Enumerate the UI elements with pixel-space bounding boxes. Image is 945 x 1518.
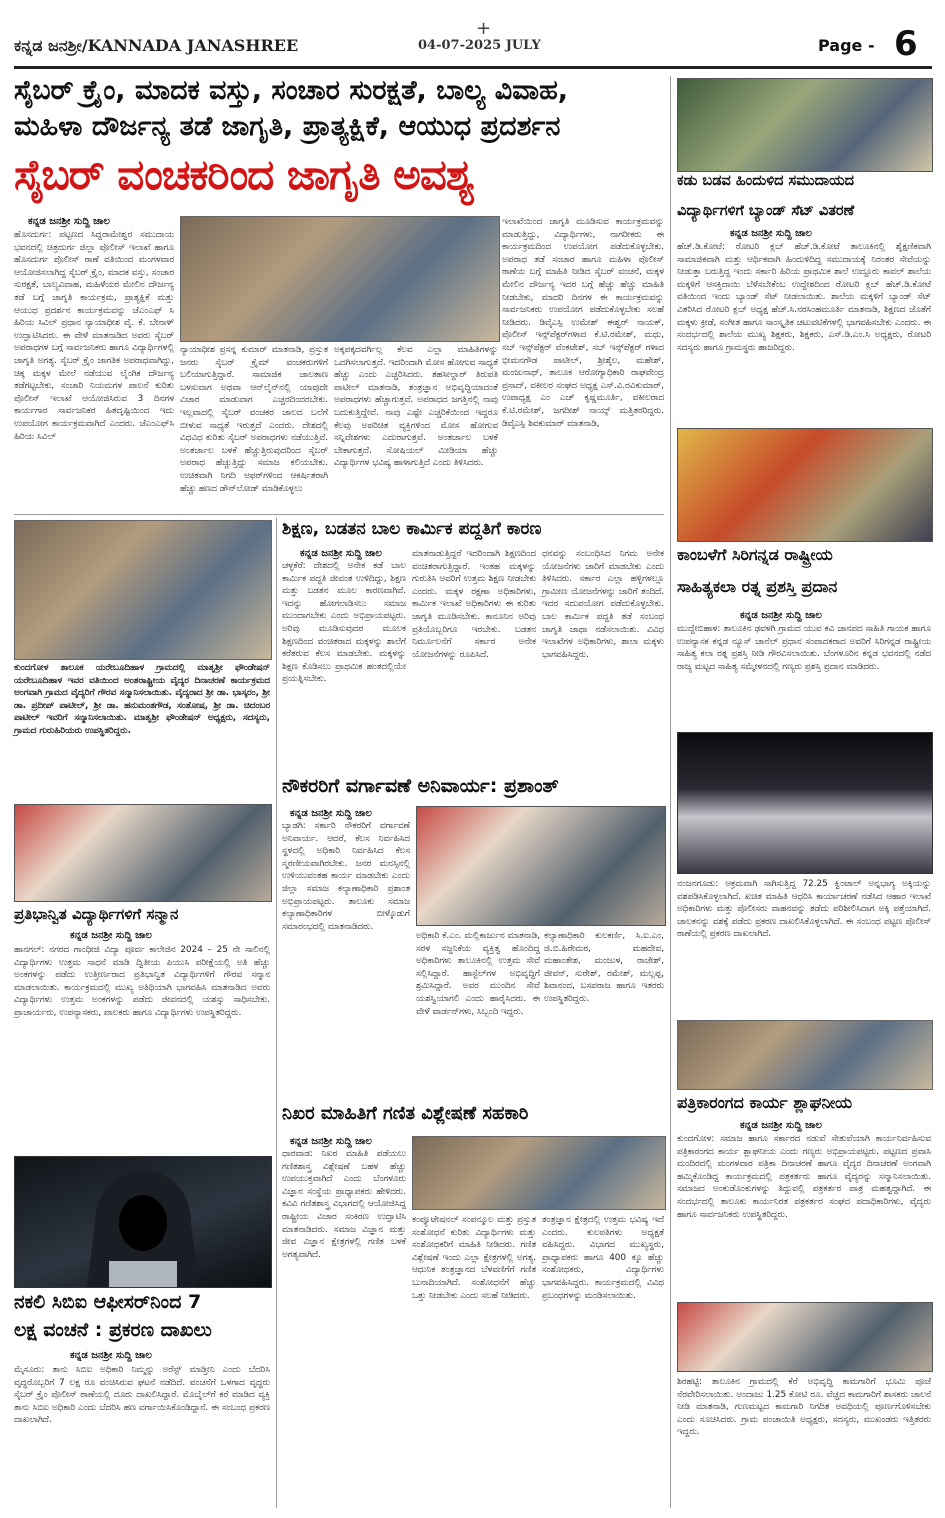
mid3-body: ಮೈಸೂರು: ತಾನು ಸಿಬಿಐ ಅಧಿಕಾರಿ ನಿಮ್ಮನ್ನು ಅರೆಸ್ಟ್ ಮಾಡ್ತೀನಿ ಎಂದು ಬೆದರಿಸಿ ವೃದ್ಧರೊಬ್ಬರಿಗೆ 7 ಲಕ್ಷ ರೂ ವಂಚಿಸಿರುವ ಘಟನೆ ನಡೆದಿದೆ. ವಂಚನೆಗೆ ಒಳಗಾದ ವೃದ್ಧರು ಸೈಬರ್ ಕ್ರೈಂ ಪೊಲೀಸ್ ಠಾಣೆಯಲ್ಲಿ ದೂರು ದಾಖಲಿಸಿದ್ದಾರೆ. ಮೊಬೈಲ್‌ಗೆ ಕರೆ ಮಾಡಿದ ವ್ಯಕ್ತಿ ತಾನು ಸಿಬಿಐ ಅಧಿಕಾರಿ ಎಂದು ಬೆದರಿಸಿ ಹಣ ವರ್ಗಾಯಿಸಿಕೊಂಡಿದ್ದಾನೆ. ಈ ಸಂಬಂಧ ಪ್ರಕರಣ ದಾಖಲಾಗಿದೆ. <box>14 1365 270 1426</box>
story2-column-2: ಮಾತನಾಡುತ್ತಿದ್ದರೆ ಇದರಿಂದಾಗಿ ಶಿಕ್ಷಣದಿಂದ ವಂಚಿತರಾಗುತ್ತಿದ್ದಾರೆ. ಇಂತಹ ಮಕ್ಕಳನ್ನು ಗುರುತಿಸಿ ಅವರಿಗೆ ಉತ್ತಮ ಶಿಕ್ಷಣ ನೀಡಬೇಕು ಎಂದರು. ಮಕ್ಕಳ ರಕ್ಷಣಾ ಅಧಿಕಾರಿಗಳು, ಕಾರ್ಮಿಕ ಇಲಾಖೆ ಅಧಿಕಾರಿಗಳು ಈ ಕುರಿತು ಜಾಗೃತಿ ಮೂಡಿಸಬೇಕು. ಕಾನೂನಿನ ಅರಿವು ಪ್ರತಿಯೊಬ್ಬರಿಗೂ ಇರಬೇಕು. ಬಡತನ ನಿರ್ಮೂಲನೆಗೆ ಸರ್ಕಾರ ಅನೇಕ ಯೋಜನೆಗಳನ್ನು ರೂಪಿಸಿದೆ. <box>412 549 536 660</box>
mid-photo-students-felicitation <box>14 804 272 902</box>
mid3-headline-line2: ಲಕ್ಷ ವಂಚನೆ : ಪ್ರಕರಣ ದಾಖಲು <box>14 1319 212 1341</box>
page-number: 6 <box>894 24 918 64</box>
story3-column-1: ಬ್ಯಾಡಗಿ: ಸರ್ಕಾರಿ ನೌಕರರಿಗೆ ವರ್ಗಾವಣೆ ಅನಿವಾರ್ಯ. ಆದರೆ, ಕೆಲಸ ನಿರ್ವಹಿಸಿದ ಸ್ಥಳದಲ್ಲಿ ಅಧಿಕಾರಿ ನಿರ್ವಹಿಸಿದ ಕೆಲಸ ಸ್ಮರಣೀಯವಾಗಿರಬೇಕು. ಜನರ ಮನಸ್ಸಿನಲ್ಲಿ ಉಳಿಯುವಂತಹ ಕಾರ್ಯ ಮಾಡಬೇಕು ಎಂದು ಜಿಲ್ಲಾ ಸಮಾಜ ಕಲ್ಯಾಣಾಧಿಕಾರಿ ಪ್ರಶಾಂತ ಅಭಿಪ್ರಾಯಪಟ್ಟರು. ತಾಲೂಕು ಸಮಾಜ ಕಲ್ಯಾಣಾಧಿಕಾರಿಗಳ ಬೀಳ್ಕೊಡುಗೆ ಸಮಾರಂಭದಲ್ಲಿ ಮಾತನಾಡಿದರು. <box>282 821 410 932</box>
story3-column-3: ಕಲ್ಯಾಣಾಧಿಕಾರಿ ಕುಲಕರ್ಣಿ, ಸಿ.ಐ.ಎಂ, ಜಿ.ಬಿ.ಹಿರೇಮಠ, ಮಹದೇವ, ಮಹಾಂತೇಶ, ಮಂಜುಳ, ರಾಜೇಶ್, ಜೀವನ್, ಸುರೇಶ್, ರಮೇಶ್, ಮಲ್ಲಪ್ಪ, ಶಿವಾನಂದ, ಬಸವರಾಜ ಹಾಗೂ ಇತರರು ಉಪಸ್ಥಿತರಿದ್ದರು. <box>544 931 664 1004</box>
right-photo-students-band-set <box>677 78 933 172</box>
story4-headline: ನಿಖರ ಮಾಹಿತಿಗೆ ಗಣಿತ ವಿಶ್ಲೇಷಣೆ ಸಹಕಾರಿ <box>282 1103 529 1124</box>
lead-byline: ಕನ್ನಡ ಜನಶ್ರೀ ಸುದ್ದಿ ಜಾಲ <box>28 216 110 227</box>
right4-body: ಕುಂದಗೋಳ: ಸಮಾಜ ಹಾಗೂ ಸರ್ಕಾರದ ನಡುವೆ ಸೇತುವೆಯಾಗಿ ಕಾರ್ಯನಿರ್ವಹಿಸುವ ಪತ್ರಿಕಾರಂಗದ ಕಾರ್ಯ ಶ್ಲಾಘನೀಯ ಎಂದು ಗಣ್ಯರು ಅಭಿಪ್ರಾಯಪಟ್ಟರು. ಪಟ್ಟಣದ ಪ್ರವಾಸಿ ಮಂದಿರದಲ್ಲಿ ಮಂಗಳವಾರ ಪತ್ರಿಕಾ ದಿನಾಚರಣೆ ಹಾಗೂ ವೈದ್ಯರ ದಿನಾಚರಣೆ ಅಂಗವಾಗಿ ಹಮ್ಮಿಕೊಂಡಿದ್ದ ಕಾರ್ಯಕ್ರಮದಲ್ಲಿ ಪತ್ರಕರ್ತರು ಹಾಗೂ ವೈದ್ಯರನ್ನು ಸನ್ಮಾನಿಸಲಾಯಿತು. ಸಮಾಜದ ಅಂಕುಡೊಂಕುಗಳನ್ನು ತಿದ್ದುವಲ್ಲಿ ಪತ್ರಕರ್ತರ ಪಾತ್ರ ಮಹತ್ವದ್ದಾಗಿದೆ. ಈ ಸಂದರ್ಭದಲ್ಲಿ ತಾಲೂಕು ಕಾರ್ಯನಿರತ ಪತ್ರಕರ್ತರ ಸಂಘದ ಪದಾಧಿಕಾರಿಗಳು, ವೈದ್ಯರು ಹಾಗೂ ಸಾರ್ವಜನಿಕರು ಉಪಸ್ಥಿತರಿದ್ದರು. <box>677 1134 931 1220</box>
mid2-byline: ಕನ್ನಡ ಜನಶ್ರೀ ಸುದ್ದಿ ಜಾಲ <box>70 930 152 941</box>
story4-column-1: ಧಾರವಾಡ: ನಿಖರ ಮಾಹಿತಿ ಪಡೆಯಲು ಗಣಿತಶಾಸ್ತ್ರ ವಿಶ್ಲೇಷಣೆ ಬಹಳ ಹೆಚ್ಚು ಉಪಯುಕ್ತವಾಗಿದೆ ಎಂದು ಬೆಂಗಳೂರು ವಿಜ್ಞಾನ ಸಂಸ್ಥೆಯ ಪ್ರಾಧ್ಯಾಪಕರು ಹೇಳಿದರು. ಕವಿವಿ ಗಣಿತಶಾಸ್ತ್ರ ವಿಭಾಗದಲ್ಲಿ ಆಯೋಜಿಸಿದ್ದ ರಾಷ್ಟ್ರೀಯ ವಿಚಾರ ಸಂಕಿರಣ ಉದ್ಘಾಟಿಸಿ ಮಾತನಾಡಿದರು. ಸಮಾಜ ವಿಜ್ಞಾನ ಮತ್ತು ಜೀವ ವಿಜ್ಞಾನ ಕ್ಷೇತ್ರಗಳಲ್ಲಿ ಗಣಿತ ಬಳಕೆ ಅಗತ್ಯವಾಗಿದೆ. <box>282 1149 406 1260</box>
right2-headline-line2: ಸಾಹಿತ್ಯಕಲಾ ರತ್ನ ಪ್ರಶಸ್ತಿ ಪ್ರದಾನ <box>677 577 838 596</box>
lead-column-2: ನ್ಯಾಯಾಧೀಶ ಪ್ರಸನ್ನ ಕುಮಾರ್ ಮಾತನಾಡಿ, ಪ್ರಸ್ತುತ ಜನರು ಸೈಬರ್ ಕ್ರೈಮ್ ವಂಚಕರುಗಳಿಗೆ ಬಲಿಯಾಗುತ್ತಿದ್ದಾರೆ. ಸಾಮಾಜಿಕ ಜಾಲತಾಣ ಬಳಸುವಾಗ ಅಥವಾ ಆನ್‌ಲೈನ್‌ನಲ್ಲಿ ಯಾವುದೇ ವಿಚಾರ ಮಾಡುವಾಗ ಎಚ್ಚರದಿಂದರಬೇಕು. ಇಲ್ಲವಾದಲ್ಲಿ ಸೈಬರ್ ವಂಚಕರ ಜಾಲದ ಬಲೆಗೆ ಬೀಳುವ ಸಾಧ್ಯತೆ ಇರುತ್ತದೆ ಎಂದರು. ದೇಶದಲ್ಲಿ ವಿಧವಿಧ ಕುರಿತು ಸೈಬರ್ ಅಪರಾಧಗಳು ನಡೆಯುತ್ತಿವೆ. ಅಂತರ್ಜಾಲ ಬಳಕೆ ಹೆಚ್ಚುತ್ತಿರುವುದರಿಂದ ಸೈಬರ್ ಅಪರಾಧ ಹೆಚ್ಚುತ್ತಿದ್ದು ಸಮಾಜ ಕಲಿಯಬೇಕು. ಉಚಿತವಾಗಿ ನಿಗದಿ ಆಫರ್‌ಗಳಿಂದ ಆಕರ್ಷಿತರಾಗಿ ಹೆಚ್ಚು ಹಣದ ಡೌನ್‌ಲೋಡ್ ಮಾಡಿಕೊಳ್ಳಲು <box>180 345 328 494</box>
story2-column-3: ಧನವನ್ನು ಸಂಬಂಧಿಸಿದ ನಿಗಮ ಅನೇಕ ಯೋಜನೆಗಳು ಜಾರಿಗೆ ಮಾಡಬೇಕು ಎಂದು ತಿಳಿಸಿದರು. ಸರ್ಕಾರ ಎಲ್ಲಾ ಹಳ್ಳಿಗಳಲ್ಲೂ ಗ್ರಾಮೀಣ ಯೋಜನೆಗಳನ್ನು ಜಾರಿಗೆ ತಂದಿದೆ. ಇದರ ಸದುಪಯೋಗ ಪಡೆದುಕೊಳ್ಳಬೇಕು. ಬಾಲ ಕಾರ್ಮಿಕ ಪದ್ಧತಿ ತಡೆ ಸಂಬಂಧ ಜಾಗೃತಿ ಜಾಥಾ ನಡೆಸಲಾಯಿತು. ವಿವಿಧ ಇಲಾಖೆಗಳ ಅಧಿಕಾರಿಗಳು, ಶಾಲಾ ಮಕ್ಕಳು ಭಾಗವಹಿಸಿದ್ದರು. <box>542 549 664 660</box>
right1-byline: ಕನ್ನಡ ಜನಶ್ರೀ ಸುದ್ದಿ ಜಾಲ <box>730 228 812 239</box>
story4-photo-seminar <box>412 1136 666 1210</box>
right2-headline-line1: ಕಾಂಬಳೆಗೆ ಸಿರಿಗನ್ನಡ ರಾಷ್ಟ್ರೀಯ <box>677 545 833 564</box>
masthead <box>0 0 945 70</box>
mid-photo-doctors-day <box>14 520 272 660</box>
right1-body: ಹೆಚ್.ಡಿ.ಕೋಟೆ: ರೋಟರಿ ಕ್ಲಬ್ ಹೆಚ್.ಡಿ.ಕೋಟೆ ತಾಲೂಕಿನಲ್ಲಿ ಶೈಕ್ಷಣಿಕವಾಗಿ ಸಾಮಾಜಿಕವಾಗಿ ಮತ್ತು ಆರ್ಥಿಕವಾಗಿ ಹಿಂದುಳಿದಿದ್ದ ಸಮುದಾಯಕ್ಕೆ ನಿರಂತರ ಸೇವೆಯನ್ನು ನೀಡುತ್ತಾ ಬರುತ್ತಿದ್ದ ಇಂದು ಸರ್ಕಾರಿ ಹಿರಿಯ ಪ್ರಾಥಮಿಕ ಶಾಲೆ ಉದ್ದೂರು ಕಾವಲ್ ಶಾಲೆಯ ಮಕ್ಕಳಿಗೆ ಆಸಕ್ತಿದಾಯಿ ಬೆಳೆಸಬೇಕೆಂಬ ಉದ್ದೇಶದಿಂದ ರೋಟರಿ ಕ್ಲಬ್ ಹೆಚ್.ಡಿ.ಕೋಟೆ ವತಿಯಿಂದ ಇಂದು ಬ್ಯಾಂಡ್ ಸೆಟ್ ನೀಡಲಾಯಿತು. ಶಾಲೆಯ ಮಕ್ಕಳಿಗೆ ಬ್ಯಾಂಡ್ ಸೆಟ್ ವಿತರಿಸಿದ ರೋಟರಿ ಕ್ಲಬ್ ಅಧ್ಯಕ್ಷ ಹೆಚ್.ಸಿ.ನರಸಿಂಹಮೂರ್ತಿ ಮಾತನಾಡಿ, ಶಿಕ್ಷಣದ ಜೊತೆಗೆ ಮಕ್ಕಳು ಕ್ರೀಡೆ, ಸಂಗೀತ ಹಾಗೂ ಸಾಂಸ್ಕೃತಿಕ ಚಟುವಟಿಕೆಗಳಲ್ಲಿ ಭಾಗವಹಿಸಬೇಕು ಎಂದರು. ಈ ಸಂದರ್ಭದಲ್ಲಿ ಶಾಲೆಯ ಮುಖ್ಯ ಶಿಕ್ಷಕರು, ಶಿಕ್ಷಕರು, ಎಸ್.ಡಿ.ಎಂ.ಸಿ ಅಧ್ಯಕ್ಷರು, ರೋಟರಿ ಸದಸ್ಯರು ಹಾಗೂ ಗ್ರಾಮಸ್ಥರು ಹಾಜರಿದ್ದರು. <box>677 242 931 353</box>
story4-byline: ಕನ್ನಡ ಜನಶ್ರೀ ಸುದ್ದಿ ಜಾಲ <box>290 1136 372 1147</box>
lead-column-1: ಹೊಸದುರ್ಗ: ಪಟ್ಟಣದ ಸಿದ್ದರಾಮೇಶ್ವರ ಸಮುದಾಯ ಭವನದಲ್ಲಿ ಚಿತ್ರದುರ್ಗ ಜಿಲ್ಲಾ ಪೊಲೀಸ್ ಇಲಾಖೆ ಹಾಗೂ ಹೊಸದುರ್ಗ ಪೊಲೀಸ್ ಠಾಣೆ ವತಿಯಿಂದ ಮಂಗಳವಾರ ಆಯೋಜಿಸಲಾಗಿದ್ದ ಸೈಬರ್ ಕ್ರೈಂ, ಮಾದಕ ವಸ್ತು, ಸಂಚಾರ ಸುರಕ್ಷತೆ, ಬಾಲ್ಯವಿವಾಹ, ಮಹಿಳೆಯರ ಮೇಲಿನ ದೌರ್ಜನ್ಯ ತಡೆ ಬಗ್ಗೆ ಜಾಗೃತಿ ಕಾರ್ಯಕ್ರಮ, ಪ್ರಾತ್ಯಕ್ಷಿಕೆ ಮತ್ತು ಆಯುಧ ಪ್ರದರ್ಶನ ಕಾರ್ಯಕ್ರಮವನ್ನು ಜೆಎಂಎಫ್ ಸಿ ಹಿರಿಯ ಸಿವಿಲ್ ಪ್ರಧಾನ ನ್ಯಾಯಾಧೀಶ ವೈ. ಕೆ. ಬೇನಾಳ್ ಉದ್ಘಾಟಿಸಿದರು. ಈ ವೇಳೆ ಮಾತನಾಡಿದ ಅವರು ಸೈಬರ್ ಅಪರಾಧಗಳ ಬಗ್ಗೆ ಸಾರ್ವಜನಿಕರು ಹಾಗೂ ವಿದ್ಯಾರ್ಥಿಗಳಲ್ಲಿ ಜಾಗೃತಿ ಅಗತ್ಯ. ಸೈಬರ್ ಕ್ರೈಂ ಜಾಗತಿಕ ಅಪರಾಧವಾಗಿದ್ದು, ಚಿಕ್ಕ ಮಕ್ಕಳ ಮೇಲೆ ನಡೆಯುವ ಲೈಂಗಿಕ ದೌರ್ಜನ್ಯ ತಡೆಗಟ್ಟಬೇಕು, ಸಂಚಾರಿ ನಿಯಮಗಳ ಪಾಲನೆ ಕುರಿತು ಪೊಲೀಸ್ ಇಲಾಖೆ ಆಯೋಜಿಸಿರುವ 3 ದಿನಗಳ ಕಾರ್ಯಗಾರ ಸಾರ್ವಜನಿಕರ ಹಿತದೃಷ್ಟಿಯಿಂದ ಇದು ಉಪಯೋಗ ಕಾರ್ಯಕ್ರಮವಾಗಿದೆ ಎಂದರು. ಜೆಎಂಎಫ್‌ಸಿ ಹಿರಿಯ ಸಿವಿಲ್ <box>14 230 174 442</box>
mid3-headline-line1: ನಕಲಿ ಸಿಬಿಐ ಆಫೀಸರ್‌ನಿಂದ 7 <box>14 1291 202 1313</box>
page-label: Page - <box>818 36 875 55</box>
right2-byline: ಕನ್ನಡ ಜನಶ್ರೀ ಸುದ್ದಿ ಜಾಲ <box>740 610 822 621</box>
story3-byline: ಕನ್ನಡ ಜನಶ್ರೀ ಸುದ್ದಿ ಜಾಲ <box>290 808 372 819</box>
right1-headline-line2: ವಿದ್ಯಾರ್ಥಿಗಳಿಗೆ ಬ್ಯಾಂಡ್ ಸೆಟ್ ವಿತರಣೆ <box>677 203 855 219</box>
story3-headline: ನೌಕರರಿಗೆ ವರ್ಗಾವಣೆ ಅನಿವಾರ್ಯ: ಪ್ರಶಾಂತ್ <box>282 775 559 797</box>
mid-photo-hooded-hacker <box>14 1156 272 1288</box>
story2-column-1: ಚಳ್ಳಕೆರೆ: ದೇಶದಲ್ಲಿ ಅನೇಕ ಕಡೆ ಬಾಲ ಕಾರ್ಮಿಕ ಪದ್ಧತಿ ಜೀವಂತ ಉಳಿದಿದ್ದು, ಶಿಕ್ಷಣ ಮತ್ತು ಬಡತನ ಮೂಲ ಕಾರಣವಾಗಿವೆ. ಇದನ್ನು ಹೋಗಲಾಡಿಸಲು ಸಮಾಜ ಮುಂದಾಗಬೇಕು ಎಂದು ಅಭಿಪ್ರಾಯಪಟ್ಟರು. ಅರಿವು ಮೂಡಿಸುವುದರ ಮೂಲಕ ಶಿಕ್ಷಣದಿಂದ ವಂಚಿತರಾದ ಮಕ್ಕಳನ್ನು ಶಾಲೆಗೆ ಕರೆತರುವ ಕೆಲಸ ಮಾಡಬೇಕು. ಮಕ್ಕಳನ್ನು ಶಿಕ್ಷಣ ಕೊಡಿಸಲು ಪ್ರಾಥಮಿಕ ಹಂತದಲ್ಲಿಯೇ ಪ್ರಯತ್ನಿಸಬೇಕು. <box>282 561 406 685</box>
lead-kicker-line1: ಸೈಬರ್ ಕ್ರೈಂ, ಮಾದಕ ವಸ್ತು, ಸಂಚಾರ ಸುರಕ್ಷತೆ, ಬಾಲ್ಯ ವಿವಾಹ, <box>14 75 569 106</box>
newspaper-title: ಕನ್ನಡ ಜನಶ್ರೀ/KANNADA JANASHREE <box>14 36 299 55</box>
right4-headline: ಪತ್ರಿಕಾರಂಗದ ಕಾರ್ಯ ಶ್ಲಾಘನೀಯ <box>677 1093 853 1112</box>
right5-body: ಶಿರಹಟ್ಟಿ: ತಾಲೂಕಿನ ಗ್ರಾಮದಲ್ಲಿ ಕೆರೆ ಅಭಿವೃದ್ಧಿ ಕಾಮಗಾರಿಗೆ ಭೂಮಿ ಪೂಜೆ ನೆರವೇರಿಸಲಾಯಿತು. ಅಂದಾಜು 1.25 ಕೋಟಿ ರೂ. ವೆಚ್ಚದ ಕಾಮಗಾರಿಗೆ ಶಾಸಕರು ಚಾಲನೆ ನೀಡಿ ಮಾತನಾಡಿ, ಗುಣಮಟ್ಟದ ಕಾಮಗಾರಿ ನಿಗದಿತ ಅವಧಿಯಲ್ಲಿ ಪೂರ್ಣಗೊಳಿಸಬೇಕು ಎಂದು ಸೂಚಿಸಿದರು. ಗ್ರಾಮ ಪಂಚಾಯಿತಿ ಅಧ್ಯಕ್ಷರು, ಸದಸ್ಯರು, ಮುಖಂಡರು ಇತ್ತಿತರರು ಇದ್ದರು. <box>677 1377 931 1438</box>
registration-cross: + <box>476 18 492 39</box>
lead-kicker-line2: ಮಹಿಳಾ ದೌರ್ಜನ್ಯ ತಡೆ ಜಾಗೃತಿ, ಪ್ರಾತ್ಯಕ್ಷಿಕೆ, ಆಯುಧ ಪ್ರದರ್ಶನ <box>14 111 561 142</box>
lead-headline: ಸೈಬರ್ ವಂಚಕರಿಂದ ಜಾಗೃತಿ ಅವಶ್ಯ <box>14 150 474 199</box>
section-divider <box>14 514 664 515</box>
story3-column-2: ಅಧಿಕಾರಿ ಕೆ.ಎಂ. ಮಲ್ಲಿಕಾರ್ಜುನ ಮಾತನಾಡಿ, ಸರಳ ಸಜ್ಜನಿಕೆಯ ವ್ಯಕ್ತಿತ್ವ ಹೊಂದಿದ್ದ ಅಧಿಕಾರಿಗಳು ತಾಲೂಕಿನಲ್ಲಿ ಉತ್ತಮ ಸೇವೆ ಸಲ್ಲಿಸಿದ್ದಾರೆ. ಹಾಸ್ಟೆಲ್‌ಗಳ ಅಭಿವೃದ್ಧಿಗೆ ಶ್ರಮಿಸಿದ್ದಾರೆ. ಅವರ ಮುಂದಿನ ಸೇವೆ ಯಶಸ್ವಿಯಾಗಲಿ ಎಂದು ಹಾರೈಸಿದರು. ಈ ವೇಳೆ ವಾರ್ಡನ್‌ಗಳು, ಸಿಬ್ಬಂದಿ ಇದ್ದರು. <box>416 931 540 1017</box>
right-photo-bhoomi-pooja <box>677 1302 933 1372</box>
story2-byline: ಕನ್ನಡ ಜನಶ್ರೀ ಸುದ್ದಿ ಜಾಲ <box>300 548 382 559</box>
mid1-caption: ಕುಂದಗೋಳ ತಾಲೂಕ ಯರೇಬೂದಿಹಾಳ ಗ್ರಾಮದಲ್ಲಿ ಮಾತೃಶ್ರೀ ಫೌಂಡೇಷನ್ ಯರೇಬೂದಿಹಾಳ ಇವರ ವತಿಯಿಂದ ಅಂತರಾಷ್ಟ್ರೀಯ ವೈದ್ಯರ ದಿನಾಚರಣೆ ಕಾರ್ಯಕ್ರಮದ ಅಂಗವಾಗಿ ಗ್ರಾಮದ ವೈದ್ಯರಿಗೆ ಗೌರವ ಸನ್ಮಾನಿಸಲಾಯಿತು. ವೈದ್ಯರಾದ ಶ್ರೀ ಡಾ. ಭಾಸ್ಕರಂ, ಶ್ರೀ ಡಾ. ಪ್ರದೀಪ್ ಪಾಟೀಲ್, ಶ್ರೀ ಡಾ. ಹನುಮಂತಗೌಡ, ಸಂತೋಷ, ಶ್ರೀ ಡಾ. ಚಿದಂಬರ ಪಾಟೀಲ್ ಇವರಿಗೆ ಸನ್ಮಾನಿಸಲಾಯಿತು. ಮಾತೃಶ್ರೀ ಫೌಂಡೇಷನ್ ಅಧ್ಯಕ್ಷರು, ಸದಸ್ಯರು, ಗ್ರಾಮದ ಗುರುಹಿರಿಯರು ಉಪಸ್ಥಿತರಿದ್ದರು. <box>14 663 270 736</box>
mid3-byline: ಕನ್ನಡ ಜನಶ್ರೀ ಸುದ್ದಿ ಜಾಲ <box>70 1350 152 1361</box>
right4-byline: ಕನ್ನಡ ಜನಶ್ರೀ ಸುದ್ದಿ ಜಾಲ <box>740 1120 822 1131</box>
story3-column-1-cont <box>282 928 410 1096</box>
right-photo-rice-truck <box>677 732 933 874</box>
lead-column-3: ಅಕ್ಕಪಕ್ಕದವರ್ಗಿಲ್ಲ ಕೆಲವ ಎಲ್ಲಾ ಮಾಹಿತಿಗಳನ್ನು ಒದಗಿಸಲಾಗುತ್ತದೆ. ಇದರಿಂದಾಗಿ ಮೋಸ ಹೋಗುವ ಸಾಧ್ಯತೆ ಹೆಚ್ಚು ಎಂದು ಎಚ್ಚರಿಸಿದರು. ತಹಸೀಲ್ದಾರ್ ತಿರುಪತಿ ಪಾಟೀಲ್ ಮಾತನಾಡಿ, ತಂತ್ರಜ್ಞಾನ ಅಭಿವೃದ್ಧಿಯಾದಂತೆ ಅಪರಾಧಗಳು ಹೆಚ್ಚಾಗುತ್ತವೆ. ಅಪರಾಧದ ಜಗತ್ತಿನಲ್ಲಿ ನಾವು ಬದುಕುತ್ತಿದ್ದೇವೆ. ನಾವು ಎಷ್ಟೇ ಎಚ್ಚರಿಕೆಯಿಂದ ಇದ್ದರೂ ಕೆಲವು ಅಪರಿಚಿತ ವ್ಯಕ್ತಿಗಳಿಂದ ಮೋಸ ಹೋಗುವ ಸನ್ನಿವೇಶಗಳು ಎದುರಾಗುತ್ತವೆ. ಅಂತರ್ಜಾಲ ಬಳಕೆ ಬೇಕಾಗುತ್ತದೆ. ಸೋಷಿಯಲ್ ಮೀಡಿಯಾ ಹೆಚ್ಚು ವಿದ್ಯಾರ್ಥಿಗಳ ಭವಿಷ್ಯ ಹಾಳಾಗುತ್ತಿದೆ ಎಂದು ತಿಳಿಸಿದರು. <box>334 345 498 469</box>
hacker-silhouette-icon <box>15 1157 271 1287</box>
story4-column-3: ತಂತ್ರಜ್ಞಾನ ಕ್ಷೇತ್ರದಲ್ಲಿ ಉತ್ತಮ ಭವಿಷ್ಯ ಇದೆ ಎಂದರು. ಕುಲಪತಿಗಳು ಅಧ್ಯಕ್ಷತೆ ವಹಿಸಿದ್ದರು. ವಿಭಾಗದ ಮುಖ್ಯಸ್ಥರು, ಪ್ರಾಧ್ಯಾಪಕರು ಹಾಗೂ 400 ಕ್ಕೂ ಹೆಚ್ಚು ಸಂಶೋಧಕರು, ವಿದ್ಯಾರ್ಥಿಗಳು ಭಾಗವಹಿಸಿದ್ದರು. ಕಾರ್ಯಕ್ರಮದಲ್ಲಿ ವಿವಿಧ ಪ್ರಬಂಧಗಳನ್ನು ಮಂಡಿಸಲಾಯಿತು. <box>542 1215 664 1301</box>
column-divider-left <box>276 518 277 1508</box>
lead-column-4: ಇಲಾಖೆಯಿಂದ ಜಾಗೃತಿ ಮೂಡಿಸುವ ಕಾರ್ಯಕ್ರಮವನ್ನು ಮಾಡುತ್ತಿದ್ದು, ವಿದ್ಯಾರ್ಥಿಗಳು, ನಾಗರೀಕರು ಈ ಕಾರ್ಯಕ್ರಮದಿಂದ ಉಪಯೋಗ ಪಡೆದುಕೊಳ್ಳಬೇಕು. ಅಪರಾಧ ತಡೆ ಸಂಚಾರ ಹಾಗೂ ಮಹಿಳಾ ಪೊಲೀಸ್ ಠಾಣೆಯ ಬಗ್ಗೆ ಮಾಹಿತಿ ನೀಡಿದ ಸೈಬರ್ ವಂಚನೆ, ಮಕ್ಕಳ ಮೇಲಿನ ದೌರ್ಜನ್ಯ ಇದರ ಬಗ್ಗೆ ಹೆಚ್ಚು ಹೆಚ್ಚು ಮಾಹಿತಿ ನೀಡಬೇಕು, ಮಾದರಿ ದಿನಗಳ ಈ ಕಾರ್ಯಕ್ರಮವನ್ನು ಸಾರ್ವಜನಿಕರು ಉಪಯೋಗ ಪಡೆದುಕೊಳ್ಳಬೇಕು ಸಲಹೆ ನೀಡಿದರು. ಡಿವೈಎಸ್ಪಿ ಉಮೇಶ್ ಈಶ್ವರ್ ನಾಯಕ್, ಪೊಲೀಸ್ ಇನ್ಸ್‌ಪೆಕ್ಟರ್‌ಗಳಾದ ಕೆ.ಟಿ.ರಮೇಶ್, ಮಧು, ಸಬ್ ಇನ್ಸ್‌ಪೆಕ್ಟರ್ ವೆಂಕಟೇಶ್, ಸಬ್ ಇನ್ಸ್‌ಪೆಕ್ಟರ್ ಗಳಾದ ಭೀಮನಗೌಡ ಪಾಟೀಲ್, ಶ್ರೀಶೈಲ, ಮಹೇಶ್, ಮಂಜುನಾಥ್, ತಾಲೂಕ ಆರೋಗ್ಯಾಧಿಕಾರಿ ರಾಘವೇಂದ್ರ ಪ್ರಸಾದ್, ವಕೀಲರ ಸಂಘದ ಅಧ್ಯಕ್ಷ ಎಸ್.ವಿ.ರವಿಕುಮಾರ್, ಉಪಾಧ್ಯಕ್ಷ ಎಂ ಎಚ್ ಕೃಷ್ಣಮೂರ್ತಿ, ವಕೀಲರಾದ ಕೆ.ಟಿ.ರಮೇಶ್, ಜಗದೀಶ್ ನಾಯ್ಕ್ ಮತ್ತಿತರರಿದ್ದರು. ಡಿವೈಎಸ್ಪಿ ಶಿವಕುಮಾರ್ ಮಾತನಾಡಿ, <box>502 217 664 429</box>
right3-body: ನಂಜನಗೂಡು: ಅಕ್ರಮವಾಗಿ ಸಾಗಿಸುತ್ತಿದ್ದ 72.25 ಕ್ವಿಂಟಾಲ್ ಅನ್ನಭಾಗ್ಯ ಅಕ್ಕಿಯನ್ನು ವಶಪಡಿಸಿಕೊಳ್ಳಲಾಗಿದೆ. ಖಚಿತ ಮಾಹಿತಿ ಆಧರಿಸಿ ಕಾರ್ಯಾಚರಣೆ ನಡೆಸಿದ ಆಹಾರ ಇಲಾಖೆ ಅಧಿಕಾರಿಗಳು ಮತ್ತು ಪೊಲೀಸರು ವಾಹನವನ್ನು ತಡೆದು ಪರಿಶೀಲಿಸಿದಾಗ ಅಕ್ಕಿ ಪತ್ತೆಯಾಗಿದೆ. ಚಾಲಕನನ್ನು ವಶಕ್ಕೆ ಪಡೆದು ಪ್ರಕರಣ ದಾಖಲಿಸಿಕೊಳ್ಳಲಾಗಿದೆ. ಈ ಸಂಬಂಧ ಪಟ್ಟಣ ಪೊಲೀಸ್ ಠಾಣೆಯಲ್ಲಿ ಪ್ರಕರಣ ದಾಖಲಾಗಿದೆ. <box>677 879 931 940</box>
right-photo-press-day <box>677 1020 933 1090</box>
story4-column-2: ಕಂಪ್ಯೂಟೇಷನಲ್ ಸಂಪನ್ಮೂಲ ಮತ್ತು ಪ್ರಸ್ತುತ ಸಂಶೋಧನೆ ಕುರಿತು ವಿದ್ಯಾರ್ಥಿಗಳು ಮತ್ತು ಸಂಶೋಧಕರಿಗೆ ಮಾಹಿತಿ ನೀಡಿದರು. ಗಣಿತ ವಿಶ್ಲೇಷಣೆ ಇಂದು ಎಲ್ಲಾ ಕ್ಷೇತ್ರಗಳಲ್ಲಿ ಅಗತ್ಯ. ಆಧುನಿಕ ತಂತ್ರಜ್ಞಾನದ ಬೆಳವಣಿಗೆಗೆ ಗಣಿತ ಬುನಾದಿಯಾಗಿದೆ. ಸಂಶೋಧನೆಗೆ ಹೆಚ್ಚು ಒತ್ತು ನೀಡಬೇಕು ಎಂದು ಸಲಹೆ ನೀಡಿದರು. <box>412 1215 536 1301</box>
column-divider-right <box>670 76 671 1508</box>
lead-photo-dignitaries-release <box>180 216 500 342</box>
right1-headline-line1: ಕಡು ಬಡವ ಹಿಂದುಳಿದ ಸಮುದಾಯದ <box>677 173 854 189</box>
issue-date: 04-07-2025 JULY <box>418 38 541 53</box>
mid2-headline: ಪ್ರತಿಭಾನ್ವಿತ ವಿದ್ಯಾರ್ಥಿಗಳಿಗೆ ಸನ್ಮಾನ <box>14 905 179 923</box>
story2-headline: ಶಿಕ್ಷಣ, ಬಡತನ ಬಾಲ ಕಾರ್ಮಿಕ ಪದ್ದತಿಗೆ ಕಾರಣ <box>282 519 542 539</box>
masthead-rule <box>14 66 932 69</box>
mid2-body: ಹಾನಗಲ್: ನಗರದ ಗಾಂಧೀಜಿ ವಿದ್ಯಾ ಪೂರ್ವ ಕಾಲೇಜಿನ 2024 – 25 ನೇ ಸಾಲಿನಲ್ಲಿ ವಿದ್ಯಾರ್ಥಿಗಳು ಉತ್ತಮ ಸಾಧನೆ ಮಾಡಿ ದ್ವಿತೀಯ ಪಿಯುಸಿ ಪರೀಕ್ಷೆಯಲ್ಲಿ ಅತಿ ಹೆಚ್ಚು ಅಂಕಗಳನ್ನು ಪಡೆದು ಉತ್ತೀರ್ಣರಾದ ಪ್ರತಿಭಾನ್ವಿತ ವಿದ್ಯಾರ್ಥಿಗಳಿಗೆ ಗೌರವ ಸನ್ಮಾನ ಮಾಡಲಾಯಿತು. ಕಾರ್ಯಕ್ರಮದಲ್ಲಿ ಮುಖ್ಯ ಅತಿಥಿಯಾಗಿ ಭಾಗವಹಿಸಿ ಮಾತನಾಡಿದ ಅವರು ವಿದ್ಯಾರ್ಥಿಗಳು ಉತ್ತಮ ಅಂಕಗಳನ್ನು ಪಡೆದು ಜೀವನದಲ್ಲಿ ಯಶಸ್ಸು ಸಾಧಿಸಬೇಕು. ಪ್ರಾಚಾರ್ಯರು, ಉಪನ್ಯಾಸಕರು, ಪಾಲಕರು ಹಾಗೂ ವಿದ್ಯಾರ್ಥಿಗಳು ಉಪಸ್ಥಿತರಿದ್ದರು. <box>14 945 270 1018</box>
story3-photo-farewell <box>416 806 666 926</box>
right-photo-award-stage <box>677 428 933 542</box>
right2-body: ಮುದ್ದೇಬಿಹಾಳ: ತಾಲೂಕಿನ ಢವಳಗಿ ಗ್ರಾಮದ ಯುವ ಕವಿ ಜಾನಪದ ಸಾಹಿತಿ ಗಾಯಕ ಹಾಗೂ ಉಪನ್ಯಾಸಕ ಕನ್ನಡ ನ್ಯೂಸ್ ಚಾನೆಲ್ ಪ್ರಧಾನ ಸಂಪಾದಕರಾದ ಅವರಿಗೆ ಸಿರಿಗನ್ನಡ ರಾಷ್ಟ್ರೀಯ ಸಾಹಿತ್ಯ ಕಲಾ ರತ್ನ ಪ್ರಶಸ್ತಿ ನೀಡಿ ಗೌರವಿಸಲಾಯಿತು. ಬೆಂಗಳೂರಿನ ಕನ್ನಡ ಭವನದಲ್ಲಿ ನಡೆದ ರಾಜ್ಯ ಮಟ್ಟದ ಸಾಹಿತ್ಯ ಸಮ್ಮೇಳನದಲ್ಲಿ ಗಣ್ಯರು ಪ್ರಶಸ್ತಿ ಪ್ರದಾನ ಮಾಡಿದರು. <box>677 624 931 672</box>
